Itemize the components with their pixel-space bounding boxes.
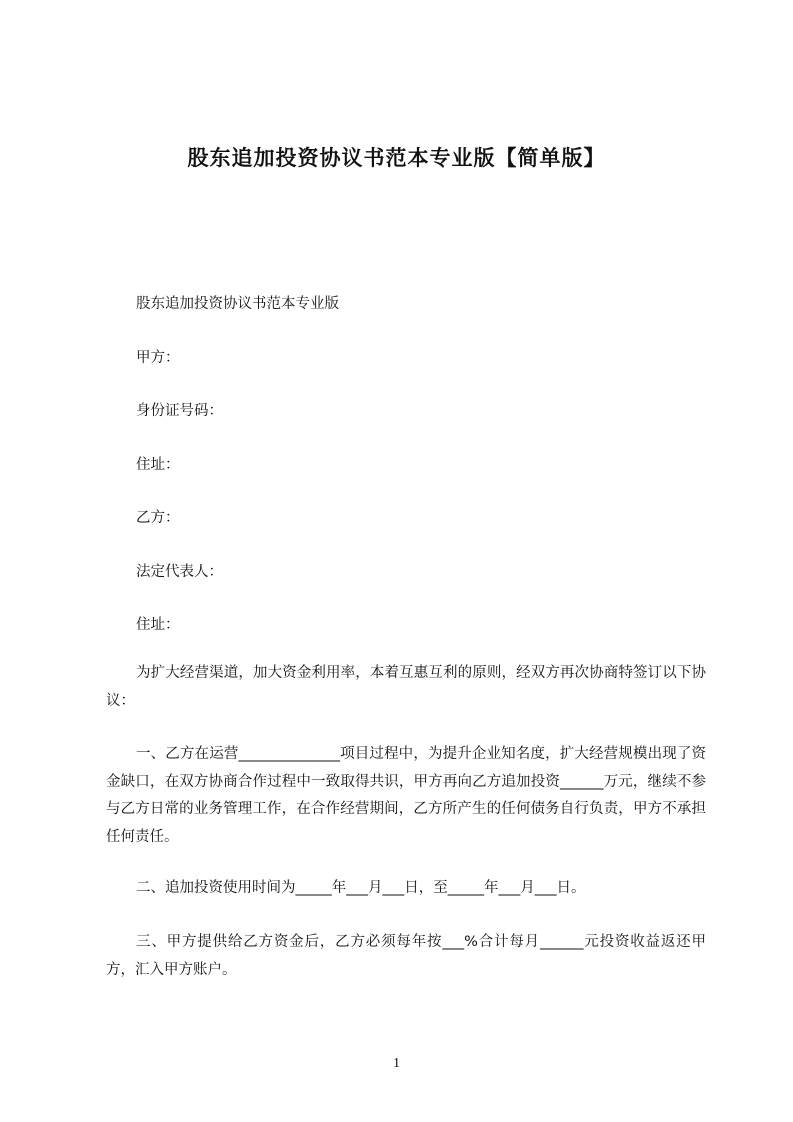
address-b-label: 住址：	[136, 617, 180, 633]
clause-3-paragraph: 三、甲方提供给乙方资金后，乙方必须每年按___%合计每月______元投资收益返还甲方，汇入甲方账户。	[106, 934, 706, 978]
document-title: 股东追加投资协议书范本专业版【简单版】	[187, 146, 606, 170]
party-b-label: 乙方：	[136, 510, 180, 526]
address-a-label: 住址：	[136, 457, 180, 473]
legal-representative-label: 法定代表人：	[136, 564, 223, 580]
document-subtitle: 股东追加投资协议书范本专业版	[136, 296, 339, 312]
page-number: 1	[393, 1056, 400, 1071]
id-number-label: 身份证号码：	[136, 403, 223, 419]
clause-1-paragraph: 一、乙方在运营______________项目过程中，为提升企业知名度，扩大经营规模出现了资金缺口，在双方协商合作过程中一致取得共识，甲方再向乙方追加投资______万元，继续不参与乙方日常的业务管理工作，在合作经营期间，乙方所产生的任何债务自行负责，甲方不承担任何责任。	[106, 746, 706, 845]
clause-2-paragraph: 二、追加投资使用时间为_____年___月___日，至_____年___月___日。	[136, 880, 586, 896]
party-a-label: 甲方：	[136, 350, 180, 366]
intro-paragraph: 为扩大经营渠道，加大资金利用率，本着互惠互利的原则，经双方再次协商特签订以下协议：	[106, 665, 706, 709]
